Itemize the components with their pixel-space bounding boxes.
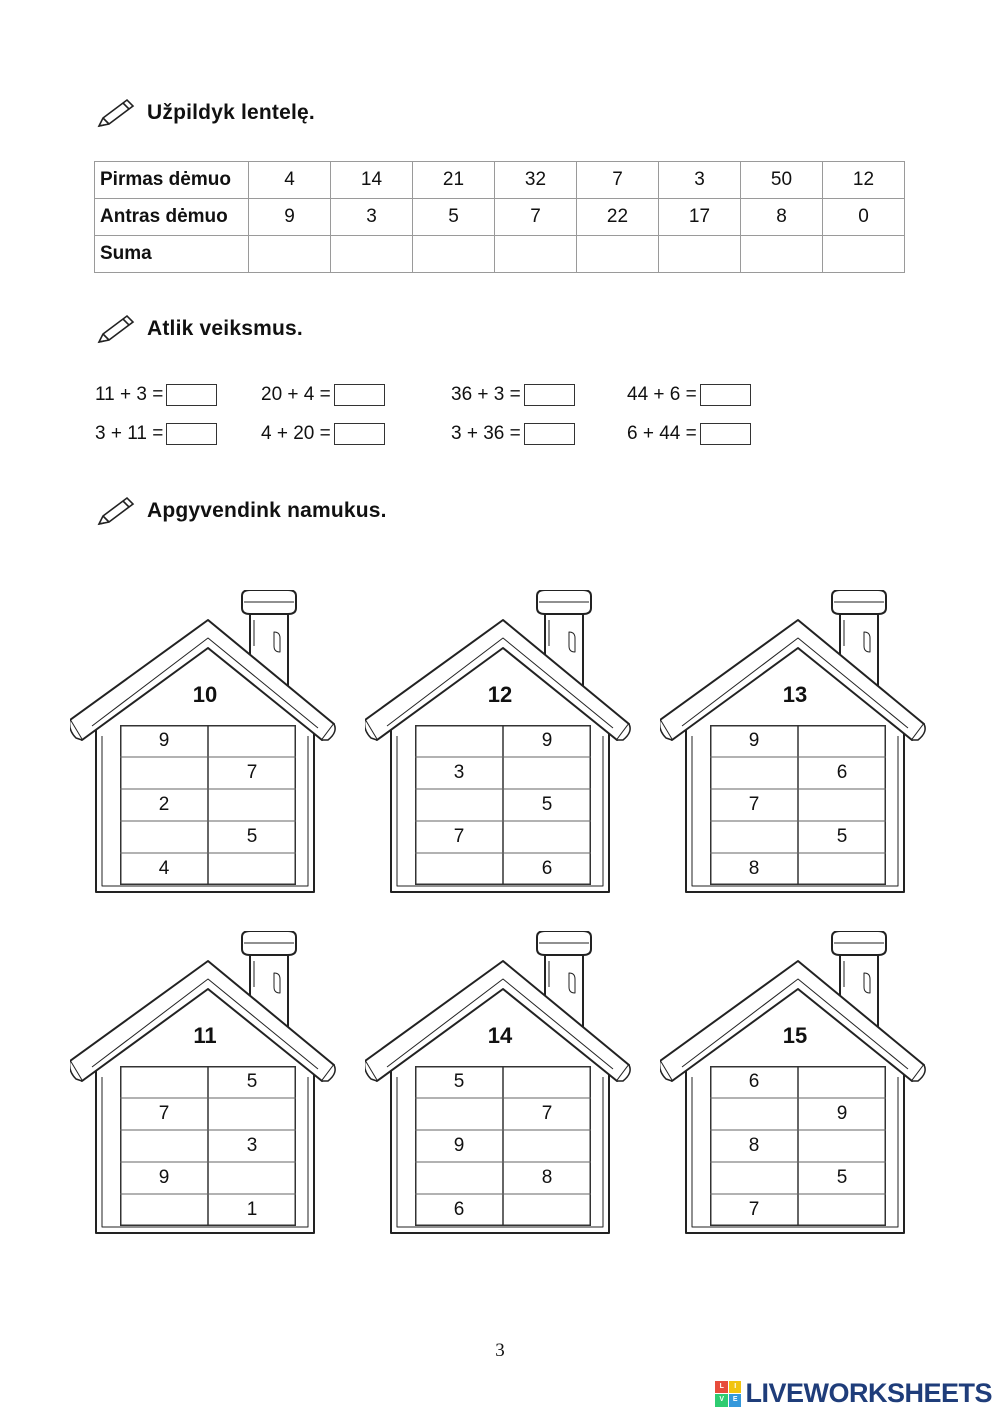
equation-text: 36 + 3 = <box>451 384 521 405</box>
answer-box[interactable] <box>700 423 751 445</box>
house-cell: 8 <box>748 1135 760 1156</box>
house-answer-cell[interactable] <box>798 853 886 885</box>
table-cell: 17 <box>659 199 741 236</box>
equation-text: 6 + 44 = <box>627 423 697 444</box>
house-cell: 9 <box>453 1135 465 1156</box>
house-answer-cell[interactable] <box>710 821 798 853</box>
table-cell: 12 <box>823 162 905 199</box>
table-cell: 8 <box>741 199 823 236</box>
answer-box[interactable] <box>334 423 385 445</box>
logo-letter: I <box>729 1381 742 1394</box>
sum-answer-cell[interactable] <box>495 236 577 273</box>
sum-answer-cell[interactable] <box>659 236 741 273</box>
house-number: 12 <box>487 682 513 707</box>
house-answer-cell[interactable] <box>120 757 208 789</box>
row-label: Suma <box>95 236 249 273</box>
houses-heading <box>95 494 387 528</box>
table-cell: 7 <box>495 199 577 236</box>
house-cell: 5 <box>246 1071 258 1092</box>
house-cell: 9 <box>748 730 760 751</box>
house-answer-cell[interactable] <box>415 789 503 821</box>
house-answer-cell[interactable] <box>208 789 296 821</box>
sum-answer-cell[interactable] <box>577 236 659 273</box>
sum-answer-cell[interactable] <box>413 236 495 273</box>
house-cell: 5 <box>453 1071 465 1092</box>
house-answer-cell[interactable] <box>798 789 886 821</box>
house-cell: 6 <box>748 1071 760 1092</box>
equation-text: 11 + 3 = <box>95 384 164 405</box>
house-cell: 7 <box>541 1103 553 1124</box>
house-answer-cell[interactable] <box>798 1066 886 1098</box>
answer-box[interactable] <box>524 423 575 445</box>
answer-box[interactable] <box>700 384 751 406</box>
table-heading <box>95 96 315 130</box>
house-cell: 1 <box>246 1199 258 1220</box>
house-cell: 9 <box>158 730 170 751</box>
pencil-icon <box>95 312 137 346</box>
table-row <box>95 162 905 199</box>
table-row <box>95 199 905 236</box>
brand-name: LIVEWORKSHEETS <box>745 1378 992 1408</box>
house-grid <box>120 725 296 885</box>
house-answer-cell[interactable] <box>415 853 503 885</box>
house-answer-cell[interactable] <box>710 1098 798 1130</box>
ops-heading <box>95 312 303 346</box>
house-grid <box>710 1066 886 1226</box>
table-cell: 32 <box>495 162 577 199</box>
equation <box>451 384 575 406</box>
house-answer-cell[interactable] <box>208 725 296 757</box>
sum-answer-cell[interactable] <box>331 236 413 273</box>
house-answer-cell[interactable] <box>415 1098 503 1130</box>
logo-letter: E <box>729 1394 742 1407</box>
equation-text: 44 + 6 = <box>627 384 697 405</box>
table-cell: 3 <box>659 162 741 199</box>
house-grid <box>415 1066 591 1226</box>
house <box>70 590 340 900</box>
house-cell: 5 <box>836 826 848 847</box>
house <box>70 931 340 1241</box>
house-number: 10 <box>192 682 218 707</box>
equation-text: 3 + 36 = <box>451 423 521 444</box>
answer-box[interactable] <box>524 384 575 406</box>
table-row <box>95 236 905 273</box>
house-number: 14 <box>487 1023 513 1048</box>
house-answer-cell[interactable] <box>415 725 503 757</box>
house-grid <box>120 1066 296 1226</box>
house-answer-cell[interactable] <box>798 725 886 757</box>
house-answer-cell[interactable] <box>710 1162 798 1194</box>
house-cell: 9 <box>541 730 553 751</box>
row-label: Antras dėmuo <box>95 199 249 236</box>
house-cell: 7 <box>748 1199 760 1220</box>
house-cell: 7 <box>453 826 465 847</box>
house-cell: 4 <box>158 858 170 879</box>
brand-logo <box>715 1378 992 1409</box>
table-cell: 4 <box>249 162 331 199</box>
house-cell: 9 <box>158 1167 170 1188</box>
house-answer-cell[interactable] <box>120 1130 208 1162</box>
page-number: 3 <box>495 1340 505 1361</box>
house-cell: 5 <box>541 794 553 815</box>
table-cell: 14 <box>331 162 413 199</box>
house-answer-cell[interactable] <box>503 757 591 789</box>
house-answer-cell[interactable] <box>503 1194 591 1226</box>
house-answer-cell[interactable] <box>798 1194 886 1226</box>
house-number: 13 <box>782 682 808 707</box>
table-title: Užpildyk lentelę. <box>147 101 315 124</box>
house-cell: 6 <box>453 1199 465 1220</box>
house <box>365 590 635 900</box>
house-cell: 7 <box>748 794 760 815</box>
house-answer-cell[interactable] <box>503 1130 591 1162</box>
house-cell: 9 <box>836 1103 848 1124</box>
house-number: 11 <box>193 1023 217 1048</box>
sum-table <box>94 161 905 273</box>
table-cell: 0 <box>823 199 905 236</box>
house <box>365 931 635 1241</box>
sum-answer-cell[interactable] <box>741 236 823 273</box>
house-grid <box>710 725 886 885</box>
answer-box[interactable] <box>166 384 217 406</box>
table-cell: 5 <box>413 199 495 236</box>
equation <box>627 384 751 406</box>
equation <box>627 423 751 445</box>
house-cell: 5 <box>836 1167 848 1188</box>
house-cell: 3 <box>246 1135 258 1156</box>
equation <box>261 423 385 445</box>
house-cell: 6 <box>836 762 848 783</box>
house-answer-cell[interactable] <box>415 1162 503 1194</box>
house-cell: 6 <box>541 858 553 879</box>
equation <box>451 423 575 445</box>
table-cell: 3 <box>331 199 413 236</box>
house <box>660 590 930 900</box>
house-answer-cell[interactable] <box>208 853 296 885</box>
equation-text: 20 + 4 = <box>261 384 331 405</box>
house <box>660 931 930 1241</box>
house-answer-cell[interactable] <box>120 1194 208 1226</box>
pencil-icon <box>95 494 137 528</box>
answer-box[interactable] <box>334 384 385 406</box>
equation <box>95 423 217 445</box>
house-number: 15 <box>782 1023 808 1048</box>
house-cell: 3 <box>453 762 465 783</box>
table-cell: 7 <box>577 162 659 199</box>
table-cell: 21 <box>413 162 495 199</box>
logo-letter: V <box>715 1394 728 1407</box>
equation-text: 3 + 11 = <box>95 423 164 444</box>
ops-title: Atlik veiksmus. <box>147 317 303 340</box>
table-cell: 9 <box>249 199 331 236</box>
house-answer-cell[interactable] <box>503 1066 591 1098</box>
house-grid <box>415 725 591 885</box>
row-label: Pirmas dėmuo <box>95 162 249 199</box>
logo-letter: L <box>715 1381 728 1394</box>
house-cell: 8 <box>748 858 760 879</box>
table-cell: 22 <box>577 199 659 236</box>
house-answer-cell[interactable] <box>710 757 798 789</box>
sum-answer-cell[interactable] <box>249 236 331 273</box>
answer-box[interactable] <box>166 423 217 445</box>
house-answer-cell[interactable] <box>208 1098 296 1130</box>
table-cell: 50 <box>741 162 823 199</box>
house-cell: 2 <box>158 794 170 815</box>
house-cell: 8 <box>541 1167 553 1188</box>
house-answer-cell[interactable] <box>208 1162 296 1194</box>
house-answer-cell[interactable] <box>120 1066 208 1098</box>
house-answer-cell[interactable] <box>120 821 208 853</box>
equation-text: 4 + 20 = <box>261 423 331 444</box>
equation <box>95 384 217 406</box>
house-cell: 7 <box>246 762 258 783</box>
equation <box>261 384 385 406</box>
pencil-icon <box>95 96 137 130</box>
sum-answer-cell[interactable] <box>823 236 905 273</box>
house-cell: 7 <box>158 1103 170 1124</box>
houses-title: Apgyvendink namukus. <box>147 499 387 522</box>
house-answer-cell[interactable] <box>503 821 591 853</box>
house-cell: 5 <box>246 826 258 847</box>
house-answer-cell[interactable] <box>798 1130 886 1162</box>
liveworksheets-logo-icon <box>715 1381 741 1407</box>
